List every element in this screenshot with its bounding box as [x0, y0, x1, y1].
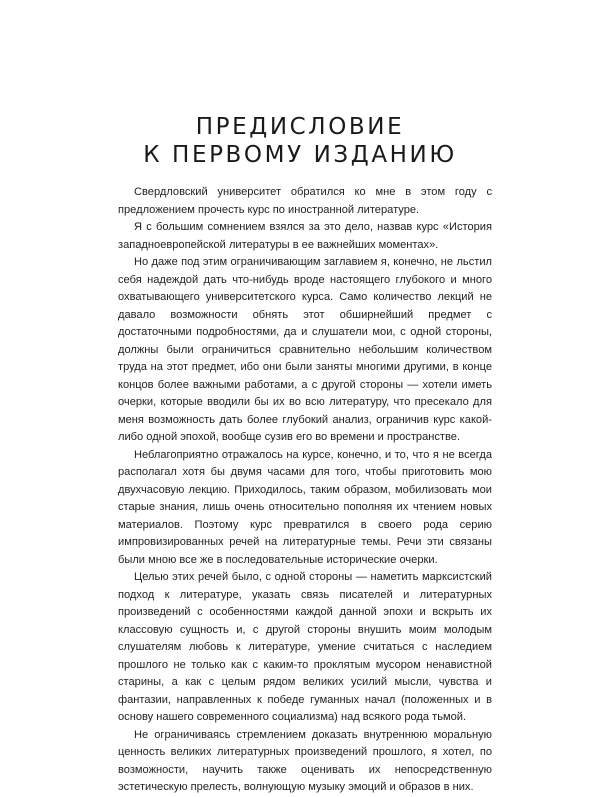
page-title [0, 113, 600, 169]
paragraph: Не ограничиваясь стремлением доказать внутреннюю моральную ценность великих литературных произведений прошлого, я хотел, по возможности, научить также оценивать их непосредственную эстетическую прелесть, волнующую музыку эмоций и образов в них. [118, 728, 492, 793]
paragraph: Неблагоприятно отражалось на курсе, конечно, и то, что я не всегда располагал хотя бы двумя часами для того, чтобы приготовить мою двухчасовую лекцию. Приходилось, таким образом, мобилизовать мои старые знания, лишь очень относительно пополняя их чтением новых материалов. Поэтому курс превратился в своего рода серию импровизированных речей на литературные темы. Речи эти связаны были мною все же в последовательные исторические очерки. [118, 448, 492, 566]
title-line-2: К ПЕРВОМУ ИЗДАНИЮ [143, 142, 457, 168]
paragraph: Но даже под этим ограничивающим заглавием я, конечно, не льстил себя надеждой дать что-нибудь вроде настоящего глубокого и много охватывающего университетского курса. Само количество лекций не давало возможности обнять этот обширнейший предмет с достаточными подробностями, да и слушатели мои, с одной стороны, должны были ограничиться сравнительно небольшим количеством труда на этот предмет, ибо они были заняты многими другими, в конце концов более важными работами, а с другой стороны — хотели иметь очерки, которые вводили бы их во всю литературу, что пресекало для меня возможность дать более глубокий анализ, ограничив курс какой-либо одной эпохой, вообще сузив его во времени и пространстве. [118, 256, 492, 443]
paragraph: Свердловский университет обратился ко мне в этом году с предложением прочесть курс по иностранной литературе. [118, 186, 492, 216]
body-text [118, 184, 492, 797]
paragraph: Целью этих речей было, с одной стороны — наметить марксистский подход к литературе, указать связь писателей и литературных произведений с особенностями каждой данной эпохи и вскрыть их классовую сущность и, с другой стороны внушить моим молодым слушателям любовь к литературе, умение считаться с наследием прошлого не только как с каким-то проклятым мусором ненавистной старины, а как с целым рядом великих усилий мысли, чувства и фантазии, направленных к победе гуманных начал (положенных и в основу нашего современного социализма) над всякого рода тьмой. [118, 571, 492, 723]
title-line-1: ПРЕДИСЛОВИЕ [195, 114, 405, 140]
paragraph: Я с большим сомнением взялся за это дело, назвав курс «История западноевропейской литературы в ее важнейших моментах». [118, 221, 492, 251]
